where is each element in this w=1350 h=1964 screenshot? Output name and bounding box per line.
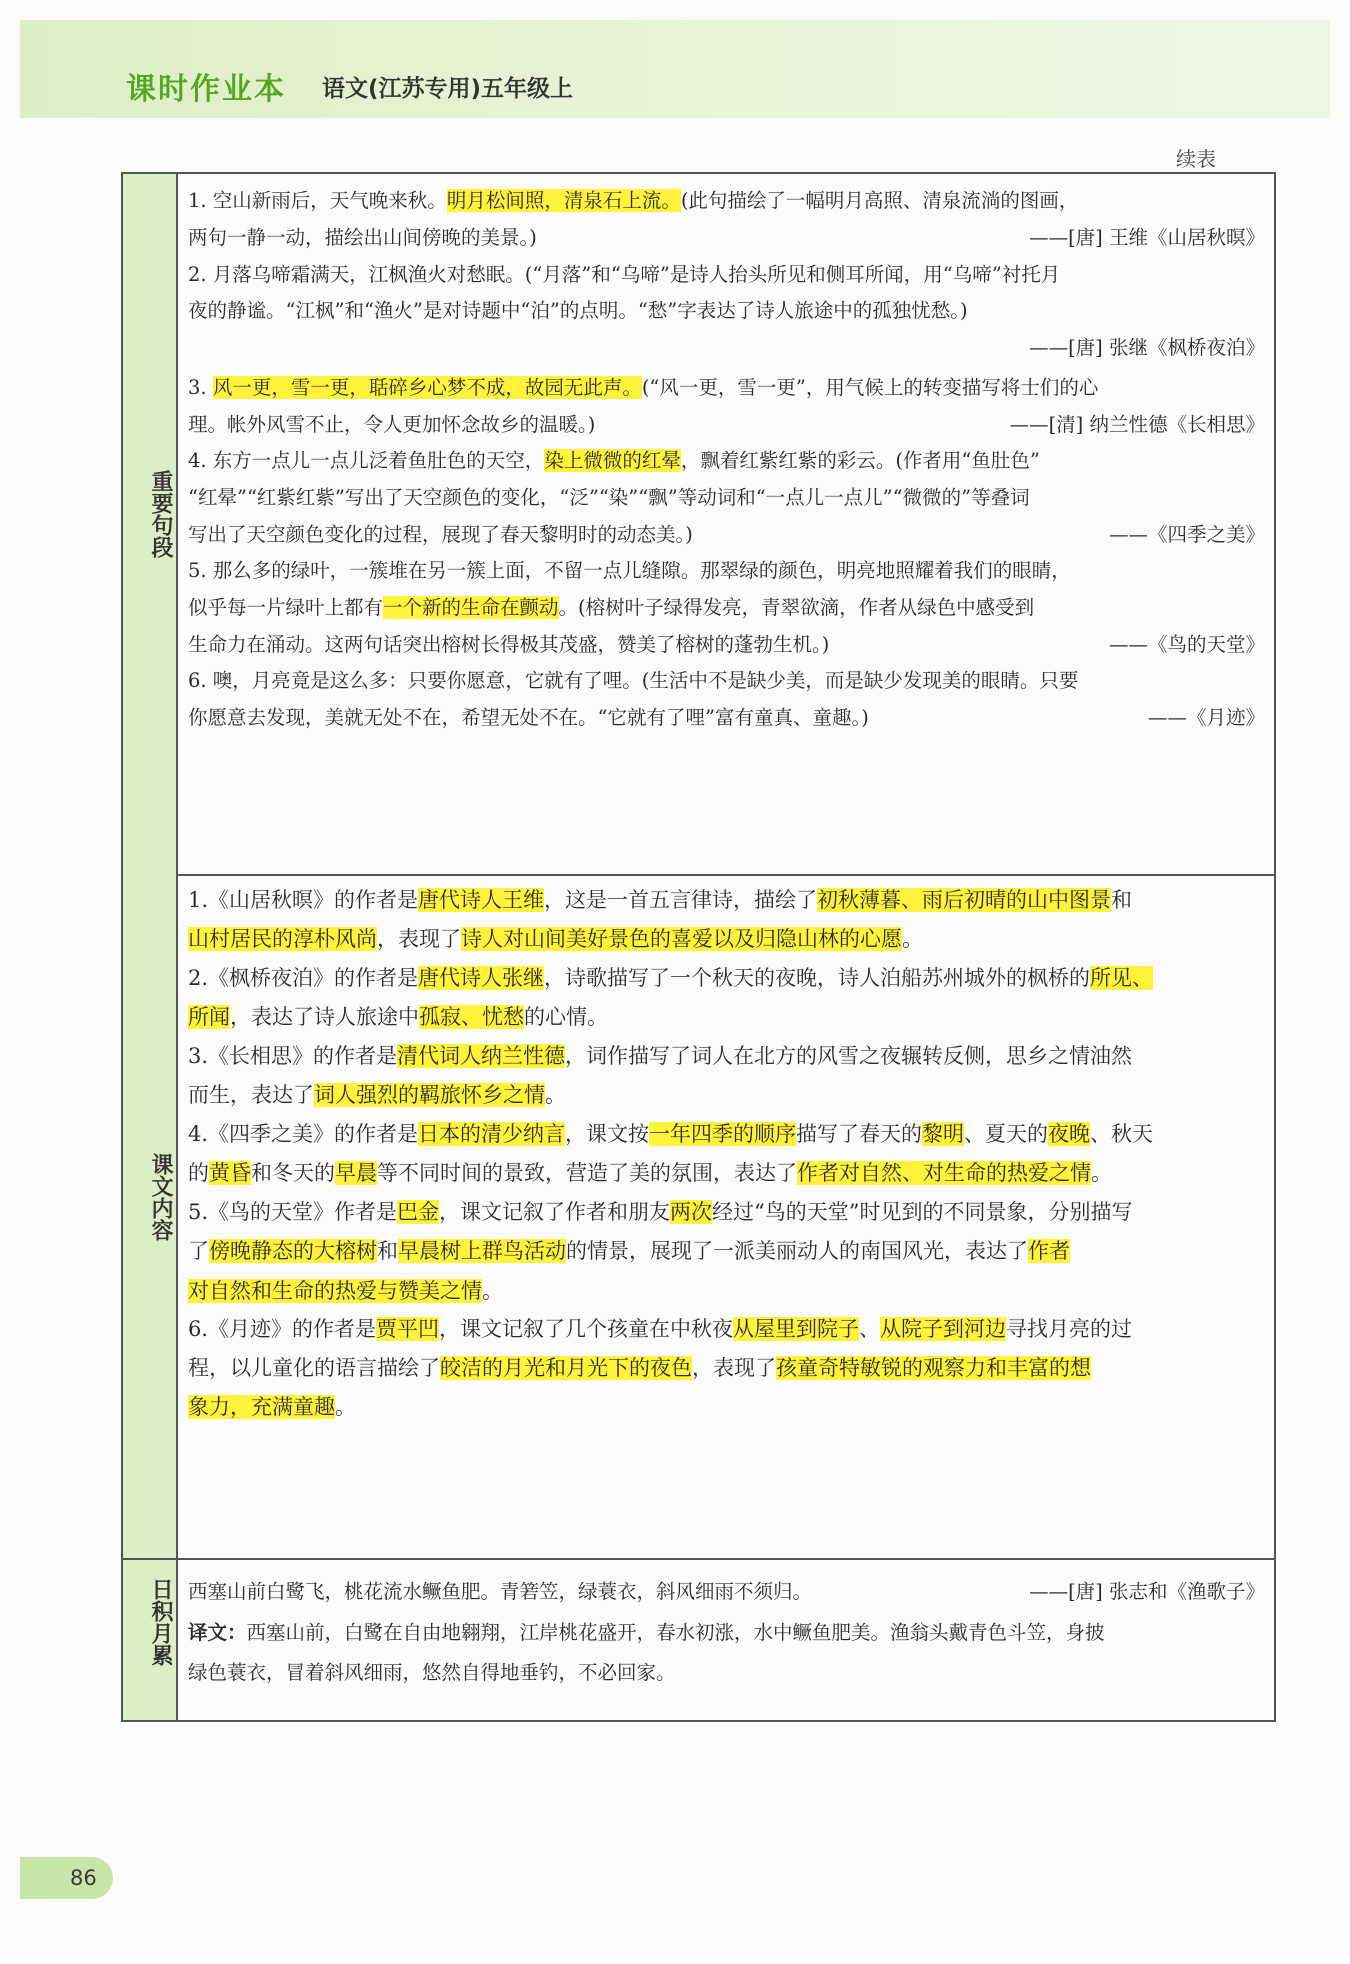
highlighted-text: 夜晚 — [1048, 1122, 1091, 1146]
text-segment: 程，以儿童化的语言描绘了 — [188, 1356, 440, 1380]
highlighted-text: 从屋里到院子 — [733, 1317, 860, 1341]
text-segment: 。(榕树叶子绿得发亮，青翠欲滴，作者从绿色中感受到 — [558, 596, 1035, 619]
text-segment: 寻找月亮的过 — [1006, 1317, 1133, 1341]
section-lesson-content — [123, 874, 1274, 1560]
text-line — [188, 926, 1266, 952]
text-segment: 了 — [188, 1239, 209, 1263]
text-line — [188, 887, 1266, 913]
highlighted-text: 一年四季的顺序 — [649, 1122, 797, 1146]
text-segment: “红晕”“红紫红紫”写出了天空颜色的变化，“泛”“染”“飘”等动词和“一点儿一点儿”“微微的”等叠词 — [188, 486, 1030, 509]
page-number: 86 — [70, 1866, 97, 1890]
text-line — [188, 448, 1266, 474]
text-line — [188, 485, 1266, 511]
text-line — [188, 1160, 1266, 1186]
source-citation: ——《四季之美》 — [1108, 523, 1265, 546]
text-line — [188, 1043, 1266, 1069]
highlighted-text: 孤寂、忧愁 — [419, 1005, 524, 1029]
text-segment: 、秋天 — [1090, 1122, 1154, 1146]
text-segment: 、 — [859, 1317, 881, 1341]
section-key-passages — [123, 174, 1274, 876]
highlighted-text: 山村居民的淳朴风尚 — [188, 927, 377, 951]
text-segment: 理。帐外风雪不止，令人更加怀念故乡的温暖。) — [188, 413, 596, 436]
text-segment: 和冬天的 — [251, 1161, 335, 1185]
highlighted-text: 明月松间照，清泉石上流。 — [446, 189, 681, 212]
daily-translation-line — [188, 1620, 1266, 1646]
text-segment: 3. — [188, 376, 213, 399]
text-segment: 1.《山居秋暝》的作者是 — [188, 888, 419, 912]
section-label-content: 课文内容 — [148, 1153, 173, 1241]
highlighted-text: 巴金 — [397, 1200, 440, 1224]
text-segment: 写出了天空颜色变化的过程，展现了春天黎明时的动态美。) — [188, 523, 693, 546]
highlighted-text: 初秋薄暮、雨后初晴的山中图景 — [817, 888, 1112, 912]
highlighted-text: 作者 — [1028, 1239, 1070, 1263]
text-segment: 的心情。 — [524, 1005, 608, 1029]
summary-table — [121, 172, 1276, 1722]
highlighted-text: 唐代诗人张继 — [418, 966, 545, 990]
text-line — [188, 522, 1266, 548]
text-segment: ，课文按 — [565, 1122, 650, 1146]
text-line — [188, 965, 1266, 991]
translation-label: 译文： — [188, 1621, 247, 1644]
highlighted-text: 从院子到河边 — [880, 1317, 1007, 1341]
text-line — [188, 668, 1266, 694]
text-line — [188, 1316, 1266, 1342]
text-segment: ，这是一首五言律诗，描绘了 — [544, 888, 818, 912]
daily-citation: ——[唐] 张志和《渔歌子》 — [1029, 1580, 1265, 1603]
highlighted-text: 染上微微的红晕 — [544, 449, 681, 472]
text-segment: 经过“鸟的天堂”时见到的不同景象，分别描写 — [712, 1200, 1133, 1224]
text-segment: 而生，表达了 — [188, 1083, 314, 1107]
text-segment: 两句一静一动，描绘出山间傍晚的美景。) — [188, 226, 537, 249]
text-segment: ，表达了诗人旅途中 — [230, 1005, 419, 1029]
source-citation: ——[清] 纳兰性德《长相思》 — [1009, 413, 1265, 436]
highlighted-text: 作者对自然、对生命的热爱之情 — [797, 1161, 1091, 1185]
text-segment: 生命力在涌动。这两句话突出榕树长得极其茂盛，赞美了榕树的蓬勃生机。) — [188, 633, 830, 656]
source-citation: ——《鸟的天堂》 — [1108, 633, 1265, 656]
text-segment: ，课文记叙了几个孩童在中秋夜 — [439, 1317, 734, 1341]
text-line — [188, 1121, 1266, 1147]
highlighted-text: 日本的清少纳言 — [418, 1122, 566, 1146]
book-subtitle: 语文(江苏专用)五年级上 — [322, 76, 574, 102]
text-segment: 6. 噢，月亮竟是这么多：只要你愿意，它就有了哩。(生活中不是缺少美，而是缺少发现美的眼睛。只要 — [188, 669, 1079, 692]
daily-poem: 西塞山前白鹭飞，桃花流水鳜鱼肥。青箬笠，绿蓑衣，斜风细雨不须归。 — [188, 1580, 813, 1603]
text-segment: 4.《四季之美》的作者是 — [188, 1122, 419, 1146]
text-segment: ，飘着红紫红紫的彩云。(作者用“鱼肚色” — [680, 449, 1040, 472]
section-header-daily — [123, 1560, 178, 1720]
highlighted-text: 一个新的生命在颤动 — [383, 596, 559, 619]
translation-text: 西塞山前，白鹭在自由地翱翔，江岸桃花盛开，春水初涨，水中鳜鱼肥美。渔翁头戴青色斗笠，身披 — [246, 1621, 1105, 1644]
highlighted-text: 对自然和生命的热爱与赞美之情 — [188, 1279, 482, 1303]
section-header-key — [123, 174, 178, 874]
highlighted-text: 黄昏 — [209, 1161, 251, 1185]
text-segment: 6.《月迹》的作者是 — [188, 1317, 377, 1341]
text-line — [188, 375, 1266, 401]
text-segment: ，课文记叙了作者和朋友 — [439, 1200, 671, 1224]
text-line — [188, 1355, 1266, 1381]
text-line — [188, 1004, 1266, 1030]
highlighted-text: 两次 — [670, 1200, 713, 1224]
text-segment: 、夏天的 — [964, 1122, 1049, 1146]
book-title: 课时作业本 — [126, 72, 286, 107]
text-segment: 的情景，展现了一派美丽动人的南国风光，表达了 — [566, 1239, 1028, 1263]
text-line — [188, 188, 1266, 214]
highlighted-text: 风一更，雪一更，聒碎乡心梦不成，故园无此声。 — [212, 376, 642, 399]
daily-translation-line: 绿色蓑衣，冒着斜风细雨，悠然自得地垂钓，不必回家。 — [188, 1661, 676, 1684]
text-segment: 2.《枫桥夜泊》的作者是 — [188, 966, 419, 990]
highlighted-text: 傍晚静态的大榕树 — [209, 1239, 377, 1263]
text-segment: 5.《鸟的天堂》作者是 — [188, 1200, 398, 1224]
section-daily-accumulation — [123, 1560, 1274, 1720]
text-line — [188, 1394, 1266, 1420]
text-segment: 。 — [1091, 1161, 1112, 1185]
highlighted-text: 黎明 — [922, 1122, 965, 1146]
text-segment: (此句描绘了一幅明月高照、清泉流淌的图画， — [680, 189, 1079, 212]
text-line — [188, 1278, 1266, 1304]
section-label-key: 重要句段 — [148, 470, 173, 558]
source-citation: ——[唐] 张继《枫桥夜泊》 — [1029, 336, 1265, 359]
highlighted-text: 诗人对山间美好景色的喜爱以及归隐山林的心愿 — [461, 927, 902, 951]
source-citation: ——[唐] 王维《山居秋暝》 — [1029, 226, 1265, 249]
text-line — [188, 298, 1266, 324]
text-segment: 的 — [188, 1161, 209, 1185]
continued-label: 续表 — [1176, 147, 1216, 171]
highlighted-text: 早晨树上群鸟活动 — [398, 1239, 566, 1263]
text-segment: 。 — [902, 927, 923, 951]
highlighted-text: 早晨 — [335, 1161, 377, 1185]
text-segment: ，表现了 — [692, 1356, 776, 1380]
highlighted-text: 唐代诗人王维 — [418, 888, 545, 912]
text-segment: 夜的静谧。“江枫”和“渔火”是对诗题中“泊”的点明。“愁”字表达了诗人旅途中的孤独忧愁。) — [188, 299, 968, 322]
text-segment: ，表现了 — [377, 927, 461, 951]
text-line — [188, 705, 1266, 731]
text-segment: 等不同时间的景致，营造了美的氛围，表达了 — [377, 1161, 797, 1185]
text-line — [188, 595, 1266, 621]
text-segment: 2. 月落乌啼霜满天，江枫渔火对愁眠。(“月落”和“乌啼”是诗人抬头所见和侧耳所闻，用“乌啼”衬托月 — [188, 263, 1061, 286]
highlighted-text: 象力，充满童趣 — [188, 1395, 335, 1419]
text-line — [188, 1082, 1266, 1108]
section-label-daily: 日积月累 — [148, 1578, 173, 1666]
text-segment: 。 — [482, 1279, 503, 1303]
highlighted-text: 清代词人纳兰性德 — [397, 1044, 566, 1068]
text-segment: 。 — [545, 1083, 566, 1107]
text-segment: 似乎每一片绿叶上都有 — [188, 596, 384, 619]
source-citation: ——《月迹》 — [1147, 706, 1265, 729]
page-number-tab — [20, 1857, 113, 1899]
text-line — [188, 632, 1266, 658]
text-segment: 描写了春天的 — [796, 1122, 923, 1146]
text-segment: 和 — [1111, 888, 1133, 912]
section-header-content — [123, 874, 178, 1558]
text-segment: 1. 空山新雨后，天气晚来秋。 — [188, 189, 447, 212]
highlighted-text: 词人强烈的羁旅怀乡之情 — [314, 1083, 545, 1107]
text-segment: 。 — [335, 1395, 356, 1419]
text-segment: ，诗歌描写了一个秋天的夜晚，诗人泊船苏州城外的枫桥的 — [544, 966, 1091, 990]
highlighted-text: 贾平凹 — [376, 1317, 440, 1341]
text-segment: 3.《长相思》的作者是 — [188, 1044, 398, 1068]
text-segment: 4. 东方一点儿一点儿泛着鱼肚色的天空， — [188, 449, 545, 472]
text-line — [188, 262, 1266, 288]
text-line — [188, 1238, 1266, 1264]
text-segment: 5. 那么多的绿叶，一簇堆在另一簇上面，不留一点儿缝隙。那翠绿的颜色，明亮地照耀着我们的眼睛， — [188, 559, 1071, 582]
highlighted-text: 所见、 — [1090, 966, 1154, 990]
text-line — [188, 1199, 1266, 1225]
text-segment: (“风一更，雪一更”，用气候上的转变描写将士们的心 — [641, 376, 1099, 399]
text-segment: ，词作描写了词人在北方的风雪之夜辗转反侧，思乡之情油然 — [565, 1044, 1133, 1068]
highlighted-text: 孩童奇特敏锐的观察力和丰富的想 — [776, 1356, 1091, 1380]
text-line — [188, 558, 1266, 584]
text-segment: 你愿意去发现，美就无处不在，希望无处不在。“它就有了哩”富有童真、童趣。) — [188, 706, 869, 729]
highlighted-text: 皎洁的月光和月光下的夜色 — [440, 1356, 692, 1380]
text-segment: 和 — [377, 1239, 398, 1263]
highlighted-text: 所闻 — [188, 1005, 230, 1029]
